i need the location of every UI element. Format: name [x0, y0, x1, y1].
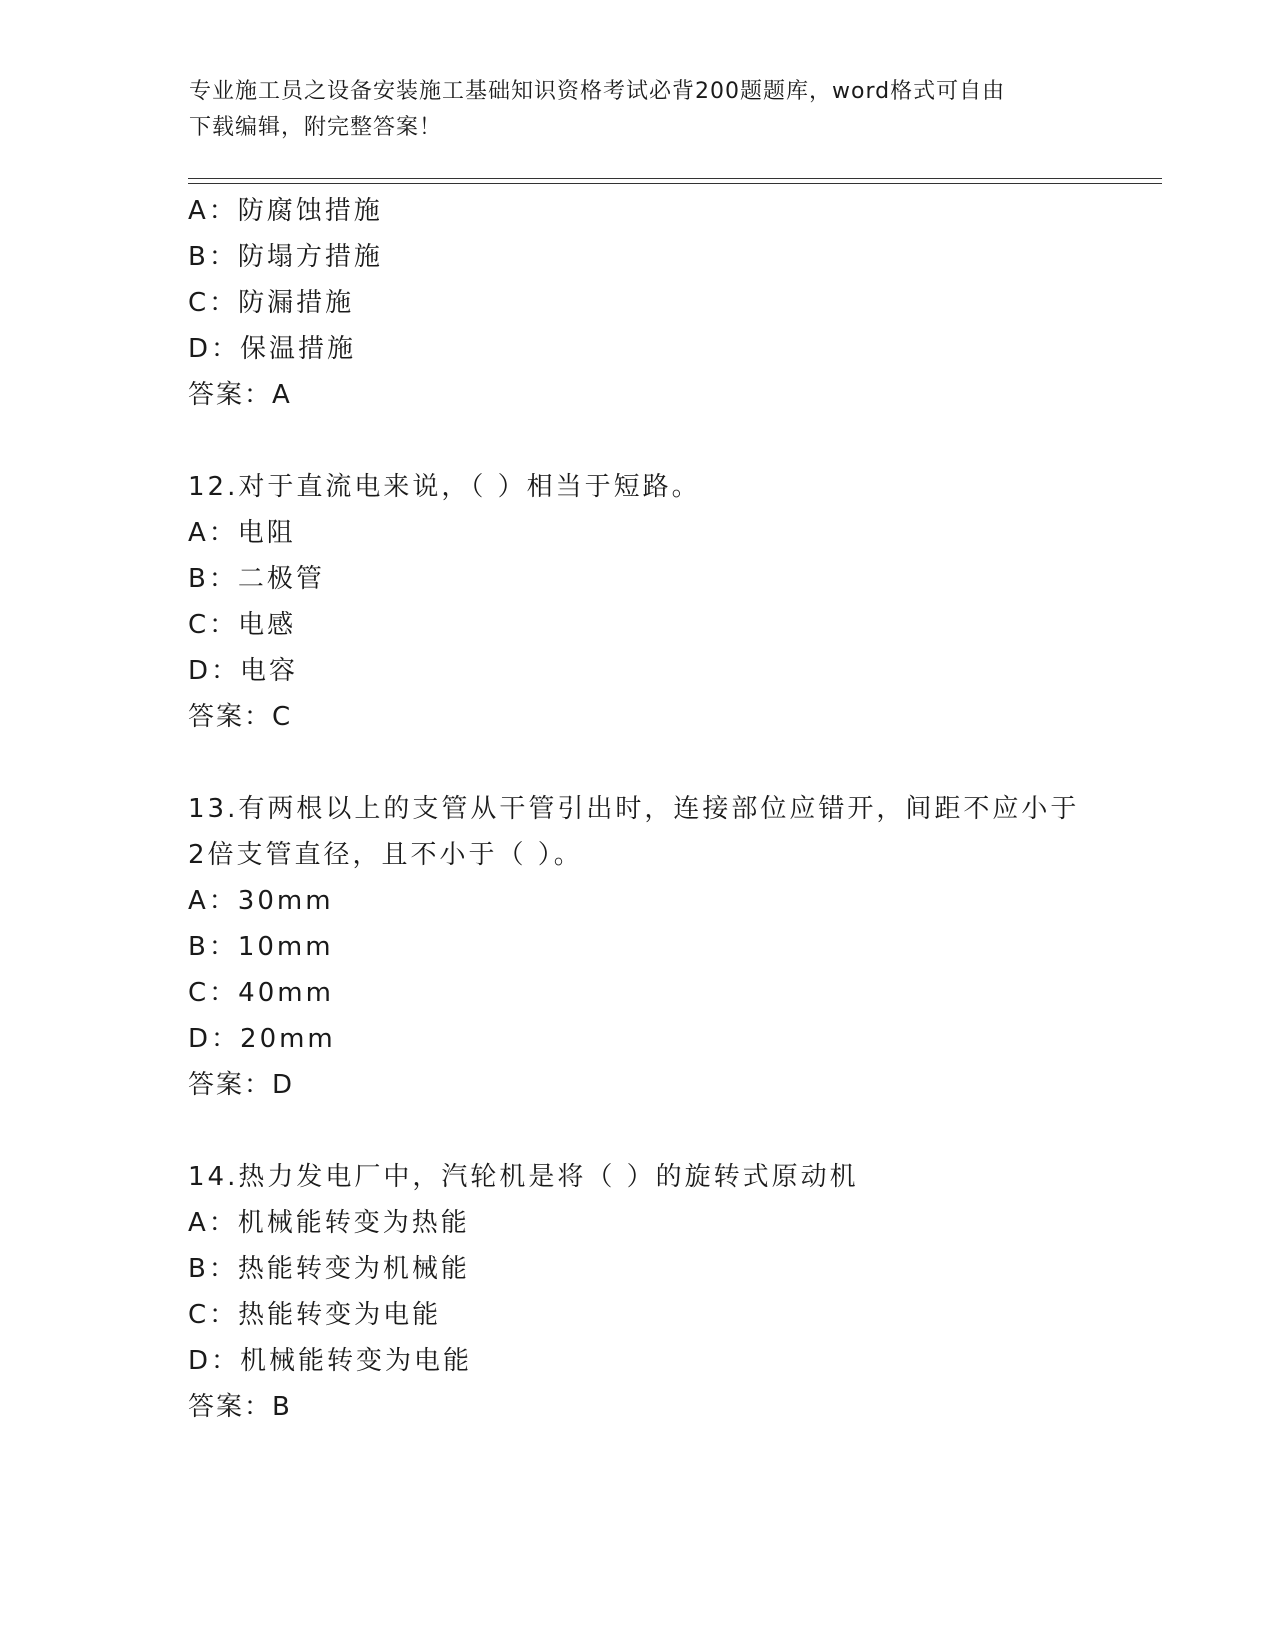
option-a: A：30mm [188, 886, 334, 916]
document-body [188, 188, 1148, 1430]
question-text: 12.对于直流电来说，（ ）相当于短路。 [188, 472, 701, 502]
answer: 答案：B [188, 1392, 292, 1422]
option-d: D：机械能转变为电能 [188, 1346, 473, 1376]
answer: 答案：A [188, 380, 292, 410]
option-a: A：电阻 [188, 518, 296, 548]
document-header [189, 74, 1089, 146]
question-block-14 [188, 1154, 1148, 1430]
question-text-line-2: 2倍支管直径，且不小于（ ）。 [188, 840, 583, 870]
question-block-13 [188, 786, 1148, 1108]
option-d: D：20mm [188, 1024, 336, 1054]
question-text: 14.热力发电厂中，汽轮机是将（ ）的旋转式原动机 [188, 1162, 859, 1192]
answer: 答案：D [188, 1070, 295, 1100]
answer: 答案：C [188, 702, 293, 732]
header-line-1: 专业施工员之设备安装施工基础知识资格考试必背200题题库，word格式可自由 [189, 79, 1006, 104]
option-c: C：40mm [188, 978, 334, 1008]
spacer [188, 1108, 1148, 1154]
option-c: C：热能转变为电能 [188, 1300, 442, 1330]
header-line-2: 下载编辑，附完整答案！ [189, 115, 443, 140]
option-a: A：机械能转变为热能 [188, 1208, 470, 1238]
option-b: B：热能转变为机械能 [188, 1254, 470, 1284]
spacer [188, 740, 1148, 786]
option-b: B：防塌方措施 [188, 242, 383, 272]
question-block-11 [188, 188, 1148, 418]
option-d: D：保温措施 [188, 334, 357, 364]
option-d: D：电容 [188, 656, 299, 686]
option-c: C：防漏措施 [188, 288, 355, 318]
option-a: A：防腐蚀措施 [188, 196, 383, 226]
question-text-line-1: 13.有两根以上的支管从干管引出时，连接部位应错开，间距不应小于 [188, 794, 1080, 824]
question-block-12 [188, 464, 1148, 740]
option-b: B：二极管 [188, 564, 325, 594]
option-c: C：电感 [188, 610, 297, 640]
header-divider-top [188, 178, 1162, 179]
header-divider-bottom [188, 183, 1162, 184]
option-b: B：10mm [188, 932, 334, 962]
spacer [188, 418, 1148, 464]
